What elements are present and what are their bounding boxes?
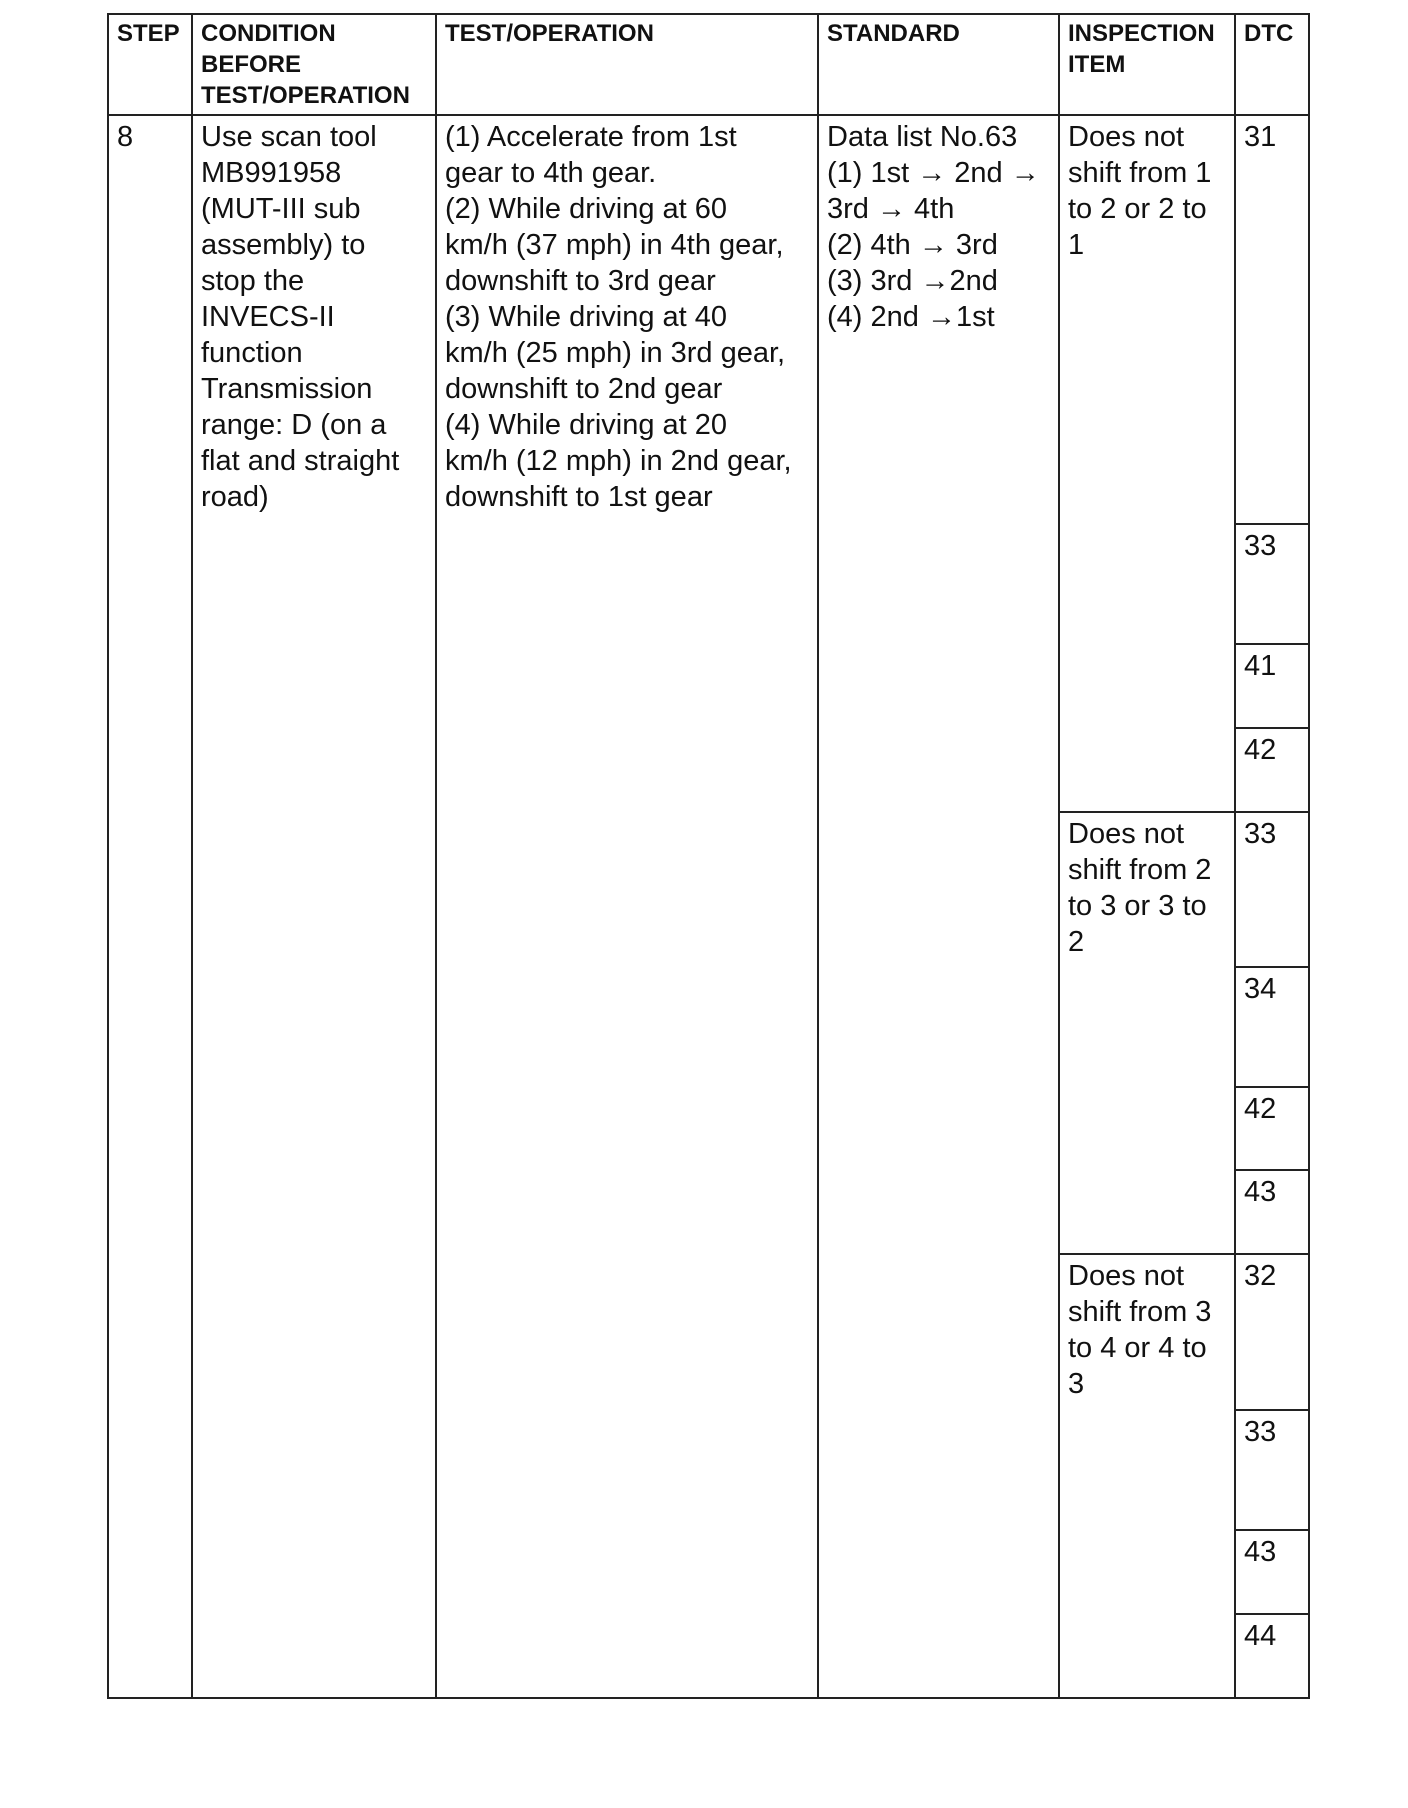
inspection-item-cell: Does not shift from 1 to 2 or 2 to 1 — [1059, 115, 1235, 812]
header-row — [108, 14, 1309, 115]
dtc-cell: 42 — [1235, 1087, 1309, 1170]
header-step: STEP — [108, 14, 192, 115]
dtc-cell: 33 — [1235, 812, 1309, 967]
dtc-cell: 41 — [1235, 644, 1309, 728]
dtc-cell: 43 — [1235, 1170, 1309, 1254]
header-test-operation: TEST/OPERATION — [436, 14, 818, 115]
inspection-item-cell: Does not shift from 2 to 3 or 3 to 2 — [1059, 812, 1235, 1254]
header-dtc: DTC — [1235, 14, 1309, 115]
header-standard: STANDARD — [818, 14, 1059, 115]
dtc-cell: 33 — [1235, 1410, 1309, 1530]
dtc-cell: 33 — [1235, 524, 1309, 644]
dtc-cell: 32 — [1235, 1254, 1309, 1410]
table-row — [108, 115, 1309, 524]
condition-cell: Use scan tool MB991958 (MUT-III sub assembly) to stop the INVECS-II function Transmission range: D (on a flat and straight road) — [192, 115, 436, 1698]
dtc-cell: 43 — [1235, 1530, 1309, 1614]
inspection-item-cell: Does not shift from 3 to 4 or 4 to 3 — [1059, 1254, 1235, 1698]
header-inspection-item: INSPECTION ITEM — [1059, 14, 1235, 115]
dtc-cell: 42 — [1235, 728, 1309, 812]
dtc-cell: 34 — [1235, 967, 1309, 1087]
test-operation-cell: (1) Accelerate from 1st gear to 4th gear. (2) While driving at 60 km/h (37 mph) in 4th gear, downshift to 3rd gear (3) While driving at 40 km/h (25 mph) in 3rd gear, downshift to 2nd gear (4) While driving at 20 km/h (12 mph) in 2nd gear, downshift to 1st gear — [436, 115, 818, 1698]
standard-cell: Data list No.63 (1) 1st → 2nd → 3rd → 4th (2) 4th → 3rd (3) 3rd →2nd (4) 2nd →1st — [818, 115, 1059, 1698]
dtc-test-table — [107, 13, 1310, 1699]
dtc-cell: 44 — [1235, 1614, 1309, 1698]
header-condition: CONDITION BEFORE TEST/OPERATION — [192, 14, 436, 115]
step-cell: 8 — [108, 115, 192, 1698]
dtc-cell: 31 — [1235, 115, 1309, 524]
